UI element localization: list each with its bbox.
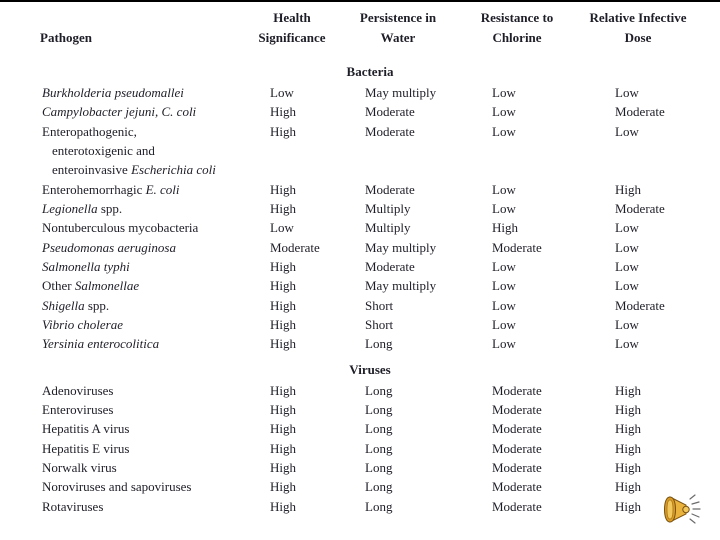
pathogen-cell: Adenoviruses [42,382,114,398]
value-cell: High [270,421,296,437]
value-cell: Low [615,278,639,294]
table-row [40,296,700,315]
value-cell: Low [492,123,516,139]
value-cell: Moderate [365,181,415,197]
value-cell: Low [615,258,639,274]
table-header-row [0,8,720,54]
column-header-pathogen: Pathogen [40,30,92,45]
table-row [40,381,700,400]
value-cell: Low [492,200,516,216]
value-cell: High [270,479,296,495]
table-row [40,315,700,334]
value-cell: Moderate [615,104,665,120]
value-cell: High [270,382,296,398]
value-cell: High [270,297,296,313]
pathogen-cell: Vibrio cholerae [42,316,123,332]
value-cell: Low [492,85,516,100]
value-cell: Long [365,421,393,437]
value-cell: High [492,220,518,236]
table-row [40,102,700,121]
value-cell: Moderate [492,459,542,475]
value-cell: Low [270,85,294,100]
pathogen-cell: Yersinia enterocolitica [42,336,160,352]
value-cell: Long [365,498,393,514]
pathogen-cell: Hepatitis E virus [42,440,130,456]
value-cell: Moderate [492,401,542,417]
value-cell: High [270,200,296,216]
pathogen-cell: Enteropathogenic, enterotoxigenic and enteroinvasive Escherichia coli [42,123,216,178]
pathogen-cell: Burkholderia pseudomallei [42,85,184,100]
column-header-relative-infective-dose: Relative Infective Dose [589,10,687,45]
value-cell: Moderate [365,104,415,120]
pathogen-cell: Campylobacter jejuni, C. coli [42,104,197,120]
value-cell: Long [365,336,393,352]
value-cell: Low [492,258,516,274]
value-cell: Low [492,316,516,332]
audio-speaker-icon[interactable] [662,492,702,528]
value-cell: Long [365,459,393,475]
value-cell: High [270,336,296,352]
pathogen-cell: Enterohemorrhagic E. coli [42,181,180,197]
value-cell: Long [365,479,393,495]
column-header-resistance-to-chlorine: Resistance to Chlorine [480,10,554,45]
value-cell: High [615,382,641,398]
pathogen-cell: Rotaviruses [42,498,104,514]
value-cell: Long [365,401,393,417]
table-row [40,477,700,496]
value-cell: Low [492,336,516,352]
table-row [40,218,700,237]
value-cell: High [270,498,296,514]
value-cell: High [615,421,641,437]
value-cell: High [270,181,296,197]
value-cell: Low [492,181,516,197]
value-cell: Low [615,316,639,332]
value-cell: May multiply [365,239,437,255]
value-cell: Moderate [615,200,665,216]
value-cell: Low [492,297,516,313]
table-row [40,458,700,477]
pathogen-cell: Nontuberculous mycobacteria [42,220,199,236]
value-cell: High [270,316,296,332]
pathogen-cell: Pseudomonas aeruginosa [42,239,176,255]
value-cell: Moderate [270,239,320,255]
value-cell: Low [492,104,516,120]
table-row [40,400,700,419]
value-cell: High [615,440,641,456]
value-cell: Multiply [365,200,411,216]
value-cell: High [270,104,296,120]
value-cell: High [615,459,641,475]
pathogen-cell: Shigella spp. [42,297,110,313]
table-row [40,276,700,295]
value-cell: Moderate [615,297,665,313]
table-row [40,180,700,199]
value-cell: Long [365,440,393,456]
top-border [0,0,720,2]
value-cell: Low [615,123,639,139]
table-row [40,238,700,257]
value-cell: Moderate [365,123,415,139]
value-cell: High [615,479,641,495]
pathogen-cell: Hepatitis A virus [42,421,130,437]
value-cell: Moderate [492,440,542,456]
value-cell: Low [615,85,639,100]
table-row [40,83,700,102]
table-row [40,419,700,438]
value-cell: Moderate [492,479,542,495]
section-label: Bacteria [346,64,394,79]
pathogen-cell: Noroviruses and sapoviruses [42,479,192,495]
table-row [40,334,700,353]
value-cell: Moderate [492,239,542,255]
value-cell: High [270,459,296,475]
value-cell: Multiply [365,220,411,236]
value-cell: May multiply [365,278,437,294]
table-row [40,199,700,218]
value-cell: High [270,401,296,417]
table-body [40,56,700,516]
value-cell: Moderate [492,498,542,514]
pathogen-cell: Salmonella typhi [42,258,130,274]
pathogen-cell: Enteroviruses [42,401,114,417]
value-cell: Low [492,278,516,294]
value-cell: Low [270,220,294,236]
table-row [40,497,700,516]
value-cell: May multiply [365,85,437,100]
value-cell: Short [365,316,394,332]
value-cell: High [615,401,641,417]
value-cell: Short [365,297,394,313]
value-cell: Low [615,239,639,255]
pathogen-cell: Other Salmonellae [42,278,140,294]
value-cell: High [270,440,296,456]
column-header-persistence-in-water: Persistence in Water [359,10,437,45]
value-cell: Low [615,220,639,236]
value-cell: Moderate [365,258,415,274]
table-row [40,257,700,276]
value-cell: Low [615,336,639,352]
value-cell: High [270,278,296,294]
column-header-health-significance: Health Significance [258,10,326,45]
value-cell: Moderate [492,421,542,437]
pathogen-cell: Legionella spp. [42,200,123,216]
value-cell: High [615,498,641,514]
value-cell: Long [365,382,393,398]
pathogen-cell: Norwalk virus [42,459,117,475]
value-cell: Moderate [492,382,542,398]
value-cell: High [270,258,296,274]
table-row [40,122,700,180]
value-cell: High [270,123,296,139]
section-label: Viruses [349,361,391,377]
table-row [40,439,700,458]
value-cell: High [615,181,641,197]
